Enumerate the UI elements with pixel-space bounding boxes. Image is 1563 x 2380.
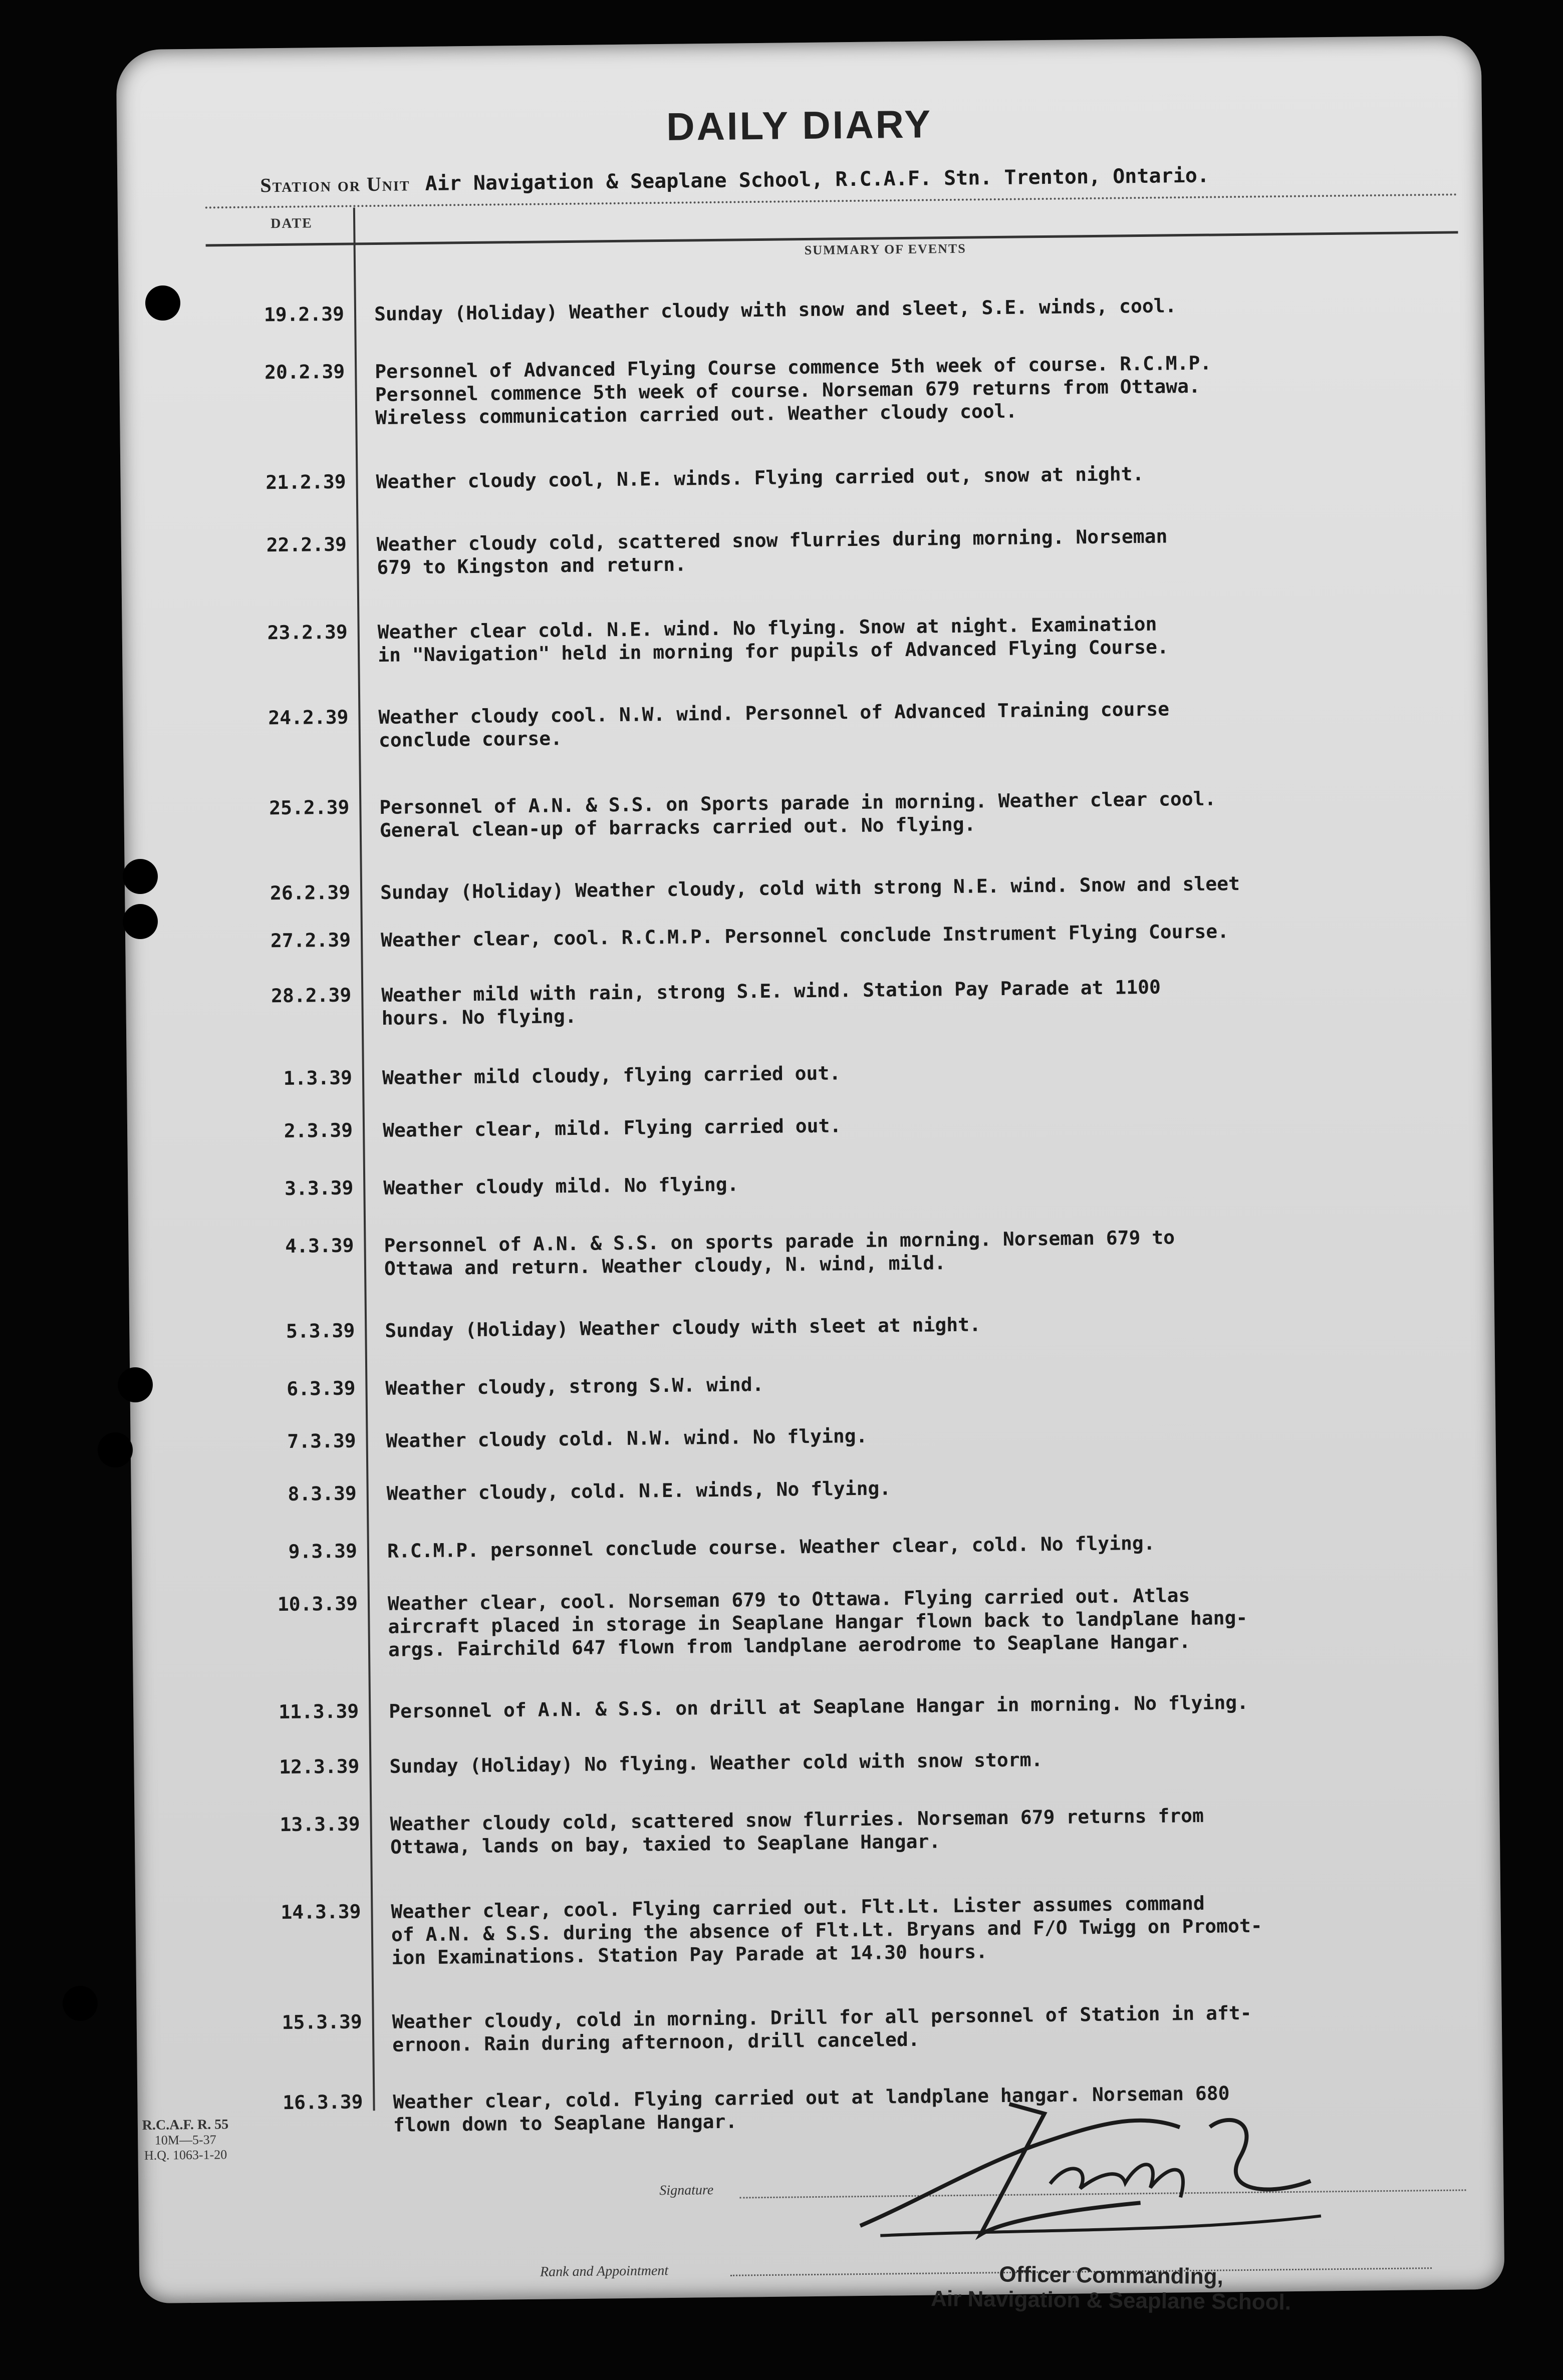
diary-entry — [122, 609, 1487, 666]
diary-page — [116, 36, 1505, 2315]
binder-hole — [63, 1986, 98, 2021]
handwritten-signature — [829, 2080, 1331, 2251]
diary-entry — [134, 1743, 1499, 1778]
diary-entry — [129, 1308, 1494, 1342]
entry-date: 4.3.39 — [285, 1234, 354, 1257]
entry-date: 20.2.39 — [264, 360, 345, 384]
diary-entry — [128, 1223, 1493, 1280]
diary-entry — [119, 349, 1484, 429]
date-column-header: DATE — [271, 215, 313, 232]
station-underline — [205, 193, 1458, 208]
entry-date: 1.3.39 — [283, 1066, 353, 1090]
entry-date: 13.3.39 — [280, 1813, 360, 1836]
page-title: DAILY DIARY — [666, 102, 933, 149]
entry-date: 22.2.39 — [266, 533, 347, 556]
binder-hole — [118, 1367, 153, 1402]
entry-date: 27.2.39 — [270, 929, 351, 952]
binder-hole — [123, 859, 158, 894]
entry-text: Weather cloudy cold, scattered snow flurries during morning. Norseman 679 to Kingston and return. — [376, 525, 1168, 578]
entry-date: 28.2.39 — [271, 984, 352, 1007]
entry-date: 12.3.39 — [279, 1755, 360, 1778]
entry-date: 10.3.39 — [277, 1592, 358, 1616]
entry-text: Sunday (Holiday) Weather cloudy, cold with strong N.E. wind. Snow and sleet — [380, 872, 1240, 904]
entry-text: Weather clear, cool. Norseman 679 to Ottawa. Flying carried out. Atlas aircraft placed in storage in Seaplane Hangar flown back to landplane hang- args. Fairchild 647 flown from landplane aerodrome to Seaplane Hangar. — [387, 1584, 1248, 1661]
entry-date: 23.2.39 — [267, 621, 348, 644]
binder-hole — [123, 904, 158, 939]
entry-date: 26.2.39 — [270, 881, 351, 905]
entry-date: 7.3.39 — [287, 1429, 356, 1452]
entry-text: Weather clear, mild. Flying carried out. — [382, 1114, 842, 1141]
entry-text: Weather clear, cold. Flying carried out at landplane hangar. Norseman 680 flown down to Seaplane Hangar. — [393, 2082, 1230, 2136]
entry-text: Weather clear, cool. Flying carried out. Flt.Lt. Lister assumes command of A.N. & S.S. during the absence of Flt.Lt. Bryans and F/O Twigg on Promot- ion Examinations. Station Pay Parade at 14.30 hours. — [391, 1892, 1262, 1969]
entry-text: Weather cloudy cold. N.W. wind. No flying. — [386, 1424, 868, 1452]
entry-text: Weather cloudy, cold. N.E. winds, No flying. — [386, 1477, 891, 1505]
station-label: Station or Unit — [260, 172, 410, 197]
diary-entry — [131, 1470, 1496, 1505]
form-number-main: R.C.A.F. R. 55 — [142, 2117, 229, 2134]
entry-date: 14.3.39 — [281, 1900, 361, 1924]
entry-date: 8.3.39 — [288, 1482, 357, 1505]
diary-entry — [132, 1581, 1497, 1661]
binder-hole — [98, 1432, 133, 1467]
diary-entry — [126, 972, 1491, 1029]
entry-text: Weather cloudy cool, N.E. winds. Flying carried out, snow at night. — [376, 462, 1144, 493]
entry-text: Personnel of A.N. & S.S. on sports parade in morning. Norseman 679 to Ottawa and return. Weather cloudy, N. wind, mild. — [384, 1226, 1175, 1280]
entry-date: 5.3.39 — [286, 1319, 355, 1342]
entry-text: Sunday (Holiday) No flying. Weather cold with snow storm. — [389, 1748, 1043, 1777]
entry-text: Weather cloudy cold, scattered snow flurries. Norseman 679 returns from Ottawa, lands on bay, taxied to Seaplane Hangar. — [390, 1804, 1204, 1858]
entry-text: Personnel of A.N. & S.S. on Sports parade in morning. Weather clear cool. General clean-up of barracks carried out. No flying. — [379, 787, 1216, 841]
entry-text: Weather mild with rain, strong S.E. wind. Station Pay Parade at 1100 hours. No flying. — [381, 976, 1161, 1029]
station-field — [260, 161, 1462, 197]
entry-date: 25.2.39 — [269, 796, 350, 819]
diary-entry — [137, 1999, 1502, 2056]
signature-label: Signature — [659, 2182, 714, 2199]
form-number-line3: H.Q. 1063-1-20 — [144, 2147, 227, 2163]
entry-text: Weather cloudy mild. No flying. — [383, 1173, 739, 1199]
diary-entry — [127, 1055, 1492, 1090]
entry-text: Weather clear cold. N.E. wind. No flying. Snow at night. Examination in "Navigation" held in morning for pupils of Advanced Flying Course. — [377, 613, 1169, 666]
entry-date: 21.2.39 — [266, 470, 346, 494]
entry-date: 24.2.39 — [268, 706, 349, 729]
diary-entry — [128, 1165, 1493, 1200]
officer-title — [931, 2261, 1291, 2315]
diary-entry — [124, 784, 1489, 841]
station-value: Air Navigation & Seaplane School, R.C.A.F. Stn. Trenton, Ontario. — [425, 164, 1210, 195]
diary-entry — [127, 1107, 1492, 1142]
entry-date: 2.3.39 — [284, 1119, 353, 1142]
entry-text: Personnel of A.N. & S.S. on drill at Seaplane Hangar in morning. No flying. — [389, 1691, 1249, 1722]
entry-date: 15.3.39 — [282, 2010, 362, 2034]
rank-label: Rank and Appointment — [540, 2263, 669, 2280]
binder-hole — [145, 285, 180, 321]
diary-entry — [120, 459, 1485, 494]
diary-entry — [132, 1528, 1497, 1563]
entry-text: Sunday (Holiday) Weather cloudy with snow and sleet, S.E. winds, cool. — [374, 294, 1177, 326]
diary-entry — [123, 694, 1488, 751]
diary-entry — [133, 1688, 1498, 1723]
diary-entry — [135, 1889, 1500, 1969]
diary-entry — [125, 917, 1490, 952]
officer-line-2: Air Navigation & Seaplane School. — [930, 2286, 1291, 2315]
diary-entry — [130, 1418, 1495, 1452]
entry-date: 19.2.39 — [264, 303, 345, 326]
entry-text: Weather mild cloudy, flying carried out. — [382, 1062, 841, 1089]
diary-entry — [121, 521, 1486, 578]
entry-date: 11.3.39 — [278, 1700, 359, 1723]
form-number-line2: 10M—5-37 — [154, 2132, 216, 2148]
entry-text: R.C.M.P. personnel conclude course. Weather clear, cold. No flying. — [387, 1532, 1155, 1562]
entry-date: 6.3.39 — [287, 1377, 356, 1400]
officer-line-1: Officer Commanding, — [999, 2262, 1224, 2289]
entry-date: 3.3.39 — [284, 1176, 354, 1200]
summary-column-header: SUMMARY OF EVENTS — [804, 241, 966, 258]
diary-entry — [119, 291, 1484, 326]
entry-text: Weather cloudy cool. N.W. wind. Personnel of Advanced Training course conclude course. — [378, 698, 1170, 751]
entry-text: Weather cloudy, cold in morning. Drill for all personnel of Station in aft- ernoon. Rain during afternoon, drill canceled. — [392, 2001, 1252, 2056]
entry-date: 9.3.39 — [288, 1540, 358, 1563]
entry-text: Sunday (Holiday) Weather cloudy with sleet at night. — [385, 1313, 981, 1342]
diary-entry — [125, 869, 1490, 905]
entry-text: Weather clear, cool. R.C.M.P. Personnel conclude Instrument Flying Course. — [380, 920, 1229, 951]
diary-entry — [130, 1365, 1495, 1400]
form-number — [125, 2117, 246, 2164]
entry-text: Weather cloudy, strong S.W. wind. — [385, 1373, 764, 1399]
entry-text: Personnel of Advanced Flying Course commence 5th week of course. R.C.M.P. Personnel commence 5th week of course. Norseman 679 returns from Ottawa. Wireless communication carried out. Weather cloudy cool. — [375, 352, 1212, 429]
diary-entry — [134, 1801, 1499, 1858]
entry-date: 16.3.39 — [283, 2091, 363, 2114]
